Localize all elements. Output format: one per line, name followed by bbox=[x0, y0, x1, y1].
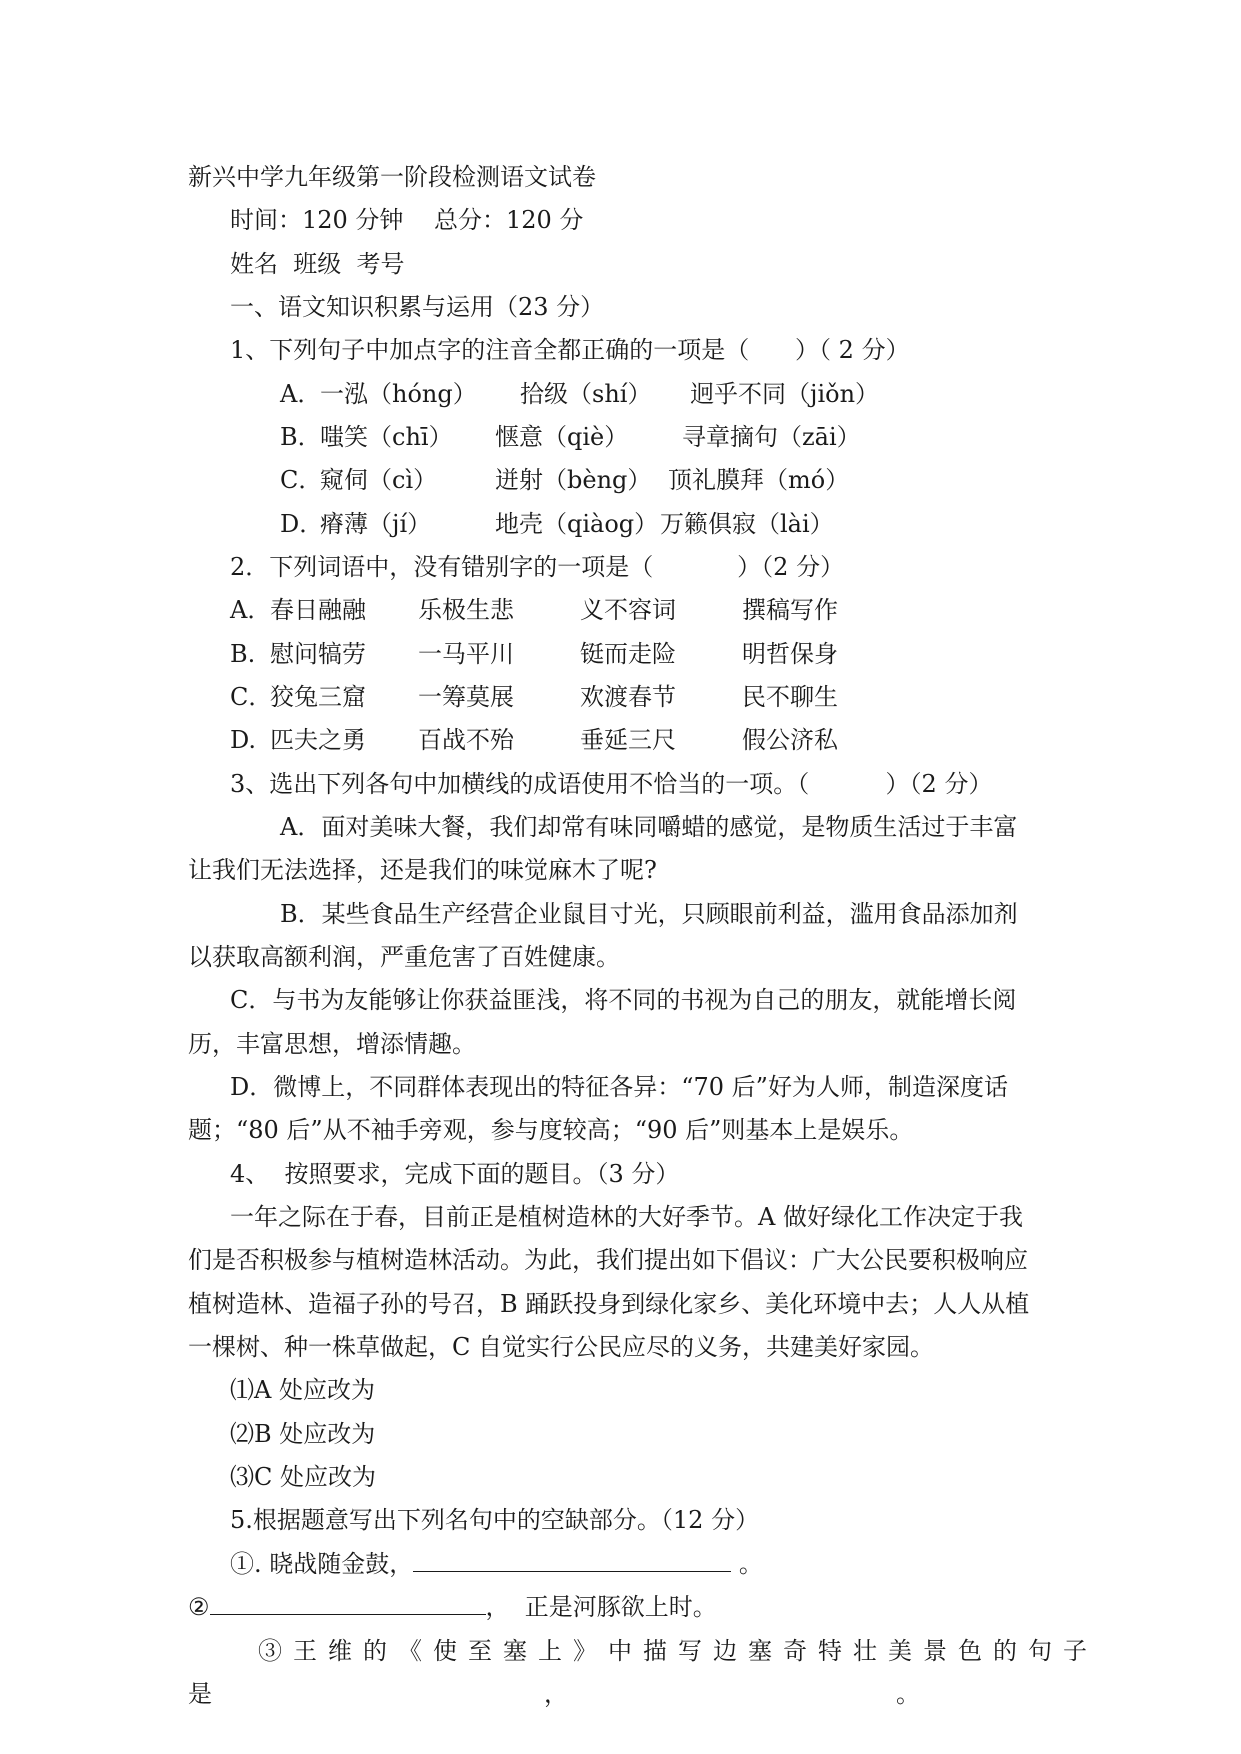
option-item: 一筹莫展 bbox=[418, 683, 514, 711]
question-4-sub-b: ⑵B 处应改为 bbox=[230, 1420, 376, 1448]
option-item: 迥乎不同（jiǒn） bbox=[690, 380, 880, 408]
option-item: 明哲保身 bbox=[742, 640, 838, 668]
option-item: 万籁俱寂（lài） bbox=[660, 510, 834, 538]
option-item: 义不容词 bbox=[580, 596, 676, 624]
option-item: 百战不殆 bbox=[418, 726, 514, 754]
question-3-option-b-line1: B．某些食品生产经营企业鼠目寸光，只顾眼前利益，滥用食品添加剂 bbox=[280, 900, 1018, 928]
question-5-item-1 bbox=[230, 1550, 763, 1578]
option-item: 狡兔三窟 bbox=[270, 683, 366, 711]
option-item: 一泓（hóng） bbox=[320, 380, 477, 408]
option-item: 窥伺（cì） bbox=[320, 466, 438, 494]
question-5-item-3-comma: ， bbox=[544, 1680, 568, 1708]
question-4-paragraph-line3: 植树造林、造福子孙的号召，B 踊跃投身到绿化家乡、美化环境中去；人人从植 bbox=[188, 1290, 1030, 1318]
option-item: 春日融融 bbox=[270, 596, 366, 624]
question-4-stem: 4、 按照要求，完成下面的题目。（3 分） bbox=[230, 1160, 680, 1188]
option-item: 假公济私 bbox=[742, 726, 838, 754]
exam-title: 新兴中学九年级第一阶段检测语文试卷 bbox=[188, 163, 596, 191]
question-4-sub-c: ⑶C 处应改为 bbox=[230, 1463, 376, 1491]
item-2-prefix: ② bbox=[188, 1593, 210, 1621]
option-item: 地壳（qiàog） bbox=[495, 510, 659, 538]
question-4-paragraph-line2: 们是否积极参与植树造林活动。为此，我们提出如下倡议：广大公民要积极响应 bbox=[188, 1246, 1028, 1274]
option-item: 拾级（shí） bbox=[520, 380, 652, 408]
name-class-line: 姓名 班级 考号 bbox=[230, 250, 405, 278]
question-1-stem: 1、下列句子中加点字的注音全都正确的一项是（ ）（ 2 分） bbox=[230, 336, 910, 364]
option-item: 乐极生悲 bbox=[418, 596, 514, 624]
question-3-option-c-line2: 历，丰富思想，增添情趣。 bbox=[188, 1030, 476, 1058]
question-4-paragraph-line1: 一年之际在于春，目前正是植树造林的大好季节。A 做好绿化工作决定于我 bbox=[230, 1203, 1023, 1231]
question-4-paragraph-line4: 一棵树、种一株草做起，C 自觉实行公民应尽的义务，共建美好家园。 bbox=[188, 1333, 934, 1361]
answer-blank-1[interactable] bbox=[413, 1551, 731, 1572]
option-item: 嗤笑（chī） bbox=[320, 423, 453, 451]
option-label: D． bbox=[280, 510, 324, 538]
question-5-item-2 bbox=[188, 1593, 717, 1621]
question-3-stem: 3、选出下列各句中加横线的成语使用不恰当的一项。（ ）（2 分） bbox=[230, 770, 993, 798]
option-label: C． bbox=[280, 466, 323, 494]
question-4-sub-a: ⑴A 处应改为 bbox=[230, 1376, 375, 1404]
question-5-item-3-end: 。 bbox=[896, 1680, 920, 1708]
option-item: 垂延三尺 bbox=[580, 726, 676, 754]
option-label: B. bbox=[230, 640, 256, 668]
item-1-prefix: ①. 晓战随金鼓， bbox=[230, 1550, 414, 1578]
option-item: 欢渡春节 bbox=[580, 683, 676, 711]
question-3-option-d-line1: D．微博上，不同群体表现出的特征各异：“70 后”好为人师，制造深度话 bbox=[230, 1073, 1008, 1101]
time-score-line: 时间：120 分钟 总分：120 分 bbox=[230, 206, 584, 234]
question-3-option-b-line2: 以获取高额利润，严重危害了百姓健康。 bbox=[188, 943, 620, 971]
question-3-option-d-line2: 题；“80 后”从不袖手旁观，参与度较高；“90 后”则基本上是娱乐。 bbox=[188, 1116, 914, 1144]
option-item: 一马平川 bbox=[418, 640, 514, 668]
option-label: D. bbox=[230, 726, 257, 754]
option-label: A． bbox=[280, 380, 322, 408]
question-5-item-3-line1: ③王维的《使至塞上》中描写边塞奇特壮美景色的句子 bbox=[258, 1637, 1098, 1665]
item-1-suffix: 。 bbox=[731, 1550, 763, 1578]
option-item: 铤而走险 bbox=[580, 640, 676, 668]
option-item: 迸射（bèng） bbox=[495, 466, 652, 494]
option-item: 寻章摘句（zāi） bbox=[682, 423, 861, 451]
option-label: B． bbox=[280, 423, 322, 451]
question-3-option-a-line2: 让我们无法选择，还是我们的味觉麻木了呢? bbox=[188, 856, 657, 884]
question-3-option-a-line1: A．面对美味大餐，我们却常有味同嚼蜡的感觉，是物质生活过于丰富 bbox=[280, 813, 1018, 841]
question-2-stem: 2．下列词语中，没有错别字的一项是（ ）（2 分） bbox=[230, 553, 845, 581]
option-item: 瘠薄（jí） bbox=[320, 510, 432, 538]
option-item: 民不聊生 bbox=[742, 683, 838, 711]
option-item: 匹夫之勇 bbox=[270, 726, 366, 754]
question-3-option-c-line1: C．与书为友能够让你获益匪浅，将不同的书视为自己的朋友，就能增长阅 bbox=[230, 986, 1017, 1014]
item-2-suffix: ， 正是河豚欲上时。 bbox=[485, 1593, 717, 1621]
option-item: 慰问犒劳 bbox=[270, 640, 366, 668]
option-item: 惬意（qiè） bbox=[495, 423, 629, 451]
answer-blank-2[interactable] bbox=[210, 1594, 486, 1615]
section-heading: 一、语文知识积累与运用（23 分） bbox=[230, 293, 605, 321]
question-5-item-3-start: 是 bbox=[188, 1680, 212, 1708]
option-label: A． bbox=[230, 596, 272, 624]
question-5-stem: 5.根据题意写出下列名句中的空缺部分。（12 分） bbox=[230, 1506, 760, 1534]
option-label: C． bbox=[230, 683, 273, 711]
option-item: 顶礼膜拜（mó） bbox=[668, 466, 850, 494]
option-item: 撰稿写作 bbox=[742, 596, 838, 624]
